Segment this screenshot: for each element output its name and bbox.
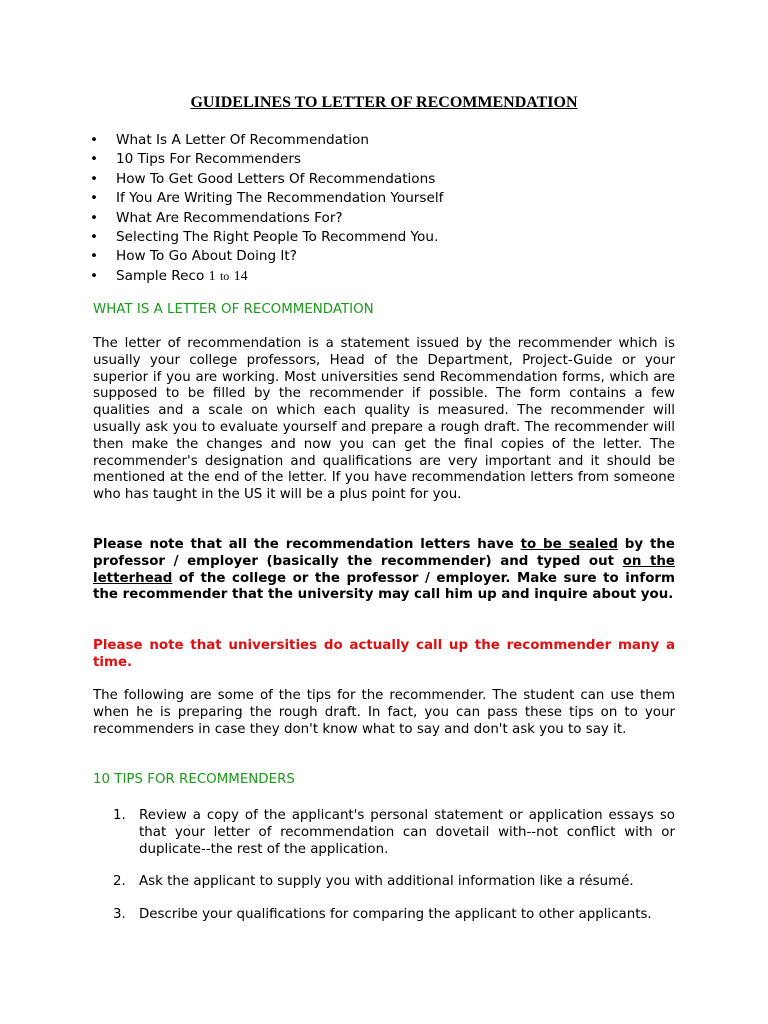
list-item: • What Are Recommendations For? <box>90 209 443 228</box>
list-item: • Selecting The Right People To Recommend You. <box>90 228 443 247</box>
bullet-icon: • <box>90 228 99 245</box>
bullet-icon: • <box>90 170 99 187</box>
paragraph-intro: The letter of recommendation is a statement issued by the recommender which is usually your college professors, Head of the Department, Project-Guide or your superior if you are working. Most universities send Recommendation forms, which are supposed to be filled by the recommender if possible. The form contains a few qualities and a scale on which each quality is measured. The recommender will usually ask you to evaluate yourself and prepare a rough draft. The recommender will then make the changes and now you can get the final copies of the letter. The recommender's designation and qualifications are very important and it should be mentioned at the end of the letter. If you have recommendation letters from someone who has taught in the US it will be a plus point for you. <box>93 336 675 503</box>
paragraph-call-note: Please note that universities do actually call up the recommender many a time. <box>93 638 675 670</box>
bullet-icon: • <box>90 151 99 168</box>
list-item: • 10 Tips For Recommenders <box>90 150 443 169</box>
table-of-contents <box>90 131 443 286</box>
list-item: 3. Describe your qualifications for comparing the applicant to other applicants. <box>113 907 652 923</box>
paragraph-tips-intro: The following are some of the tips for the recommender. The student can use them when he is preparing the rough draft. In fact, you can pass these tips on to your recommenders in case they don't know what to say and don't ask you to say it. <box>93 688 675 737</box>
list-item: • How To Go About Doing It? <box>90 247 443 266</box>
tips-list <box>113 808 675 924</box>
bullet-icon: • <box>90 248 99 265</box>
list-item: 2. Ask the applicant to supply you with additional information like a résumé. <box>113 874 634 890</box>
list-item: • If You Are Writing The Recommendation Yourself <box>90 189 443 208</box>
bullet-icon: • <box>90 190 99 207</box>
list-item: • What Is A Letter Of Recommendation <box>90 131 443 150</box>
section-heading-what-is: WHAT IS A LETTER OF RECOMMENDATION <box>93 302 374 317</box>
bullet-icon: • <box>90 209 99 226</box>
bullet-icon: • <box>90 132 99 148</box>
page-title: GUIDELINES TO LETTER OF RECOMMENDATION <box>190 94 578 111</box>
list-item: • Sample Reco 1 to 14 <box>90 267 443 286</box>
list-item: • How To Get Good Letters Of Recommendations <box>90 170 443 189</box>
list-item: 1. Review a copy of the applicant's personal statement or application essays so that your letter of recommendation can dovetail with--not conflict with or duplicate--the rest of the application. <box>113 808 675 857</box>
paragraph-sealed-note: Please note that all the recommendation letters have to be sealed by the professor / employer (basically the recommender) and typed out on the letterhead of the college or the professor / employer. Make sure to inform the recommender that the university may call him up and inquire about you. <box>93 537 675 603</box>
section-heading-tips: 10 TIPS FOR RECOMMENDERS <box>93 772 295 787</box>
bullet-icon: • <box>90 267 99 284</box>
